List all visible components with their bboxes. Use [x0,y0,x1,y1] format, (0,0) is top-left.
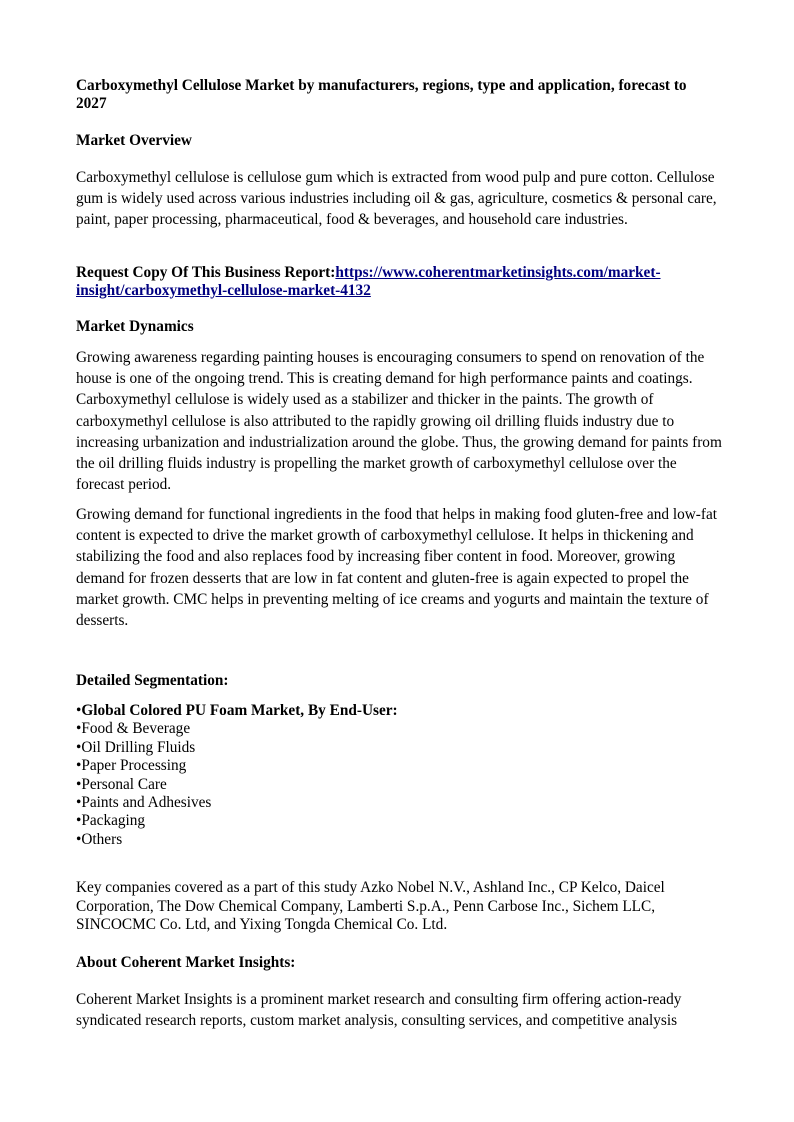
bullet: • [76,812,82,830]
request-copy-line [76,264,724,300]
list-item [76,794,724,812]
list-item [76,720,724,738]
market-overview-text: Carboxymethyl cellulose is cellulose gum which is extracted from wood pulp and pure cotton. Cellulose gum is widely used across various industries including oil & gas, agriculture, cosmetics & personal care, paint, paper processing, pharmaceutical, food & beverages, and household care industries. [76,169,717,229]
list-item-text: Paints and Adhesives [81,794,212,812]
segmentation-list [76,702,724,849]
list-item-text: Paper Processing [81,757,187,775]
list-item-text: Food & Beverage [81,720,191,738]
bullet: • [76,738,82,756]
document-title: Carboxymethyl Cellulose Market by manufacturers, regions, type and application, forecast to 2027 [76,77,687,112]
bullet: • [76,757,82,775]
detailed-segmentation-heading: Detailed Segmentation: [76,672,229,689]
bullet: • [76,794,82,812]
bullet: • [76,720,82,738]
list-item [76,831,724,849]
market-overview-heading: Market Overview [76,132,192,149]
list-item-text: Packaging [81,812,146,830]
report-link[interactable]: https://www.coherentmarketinsights.com/market-insight/carboxymethyl-cellulose-market-4132 [76,264,661,299]
request-copy-label: Request Copy Of This Business Report: [76,264,336,281]
segmentation-title-text: Global Colored PU Foam Market, By End-User: [81,702,398,719]
bullet: • [76,702,82,719]
list-item [76,812,724,830]
market-dynamics-paragraph-1: Growing awareness regarding painting houses is encouraging consumers to spend on renovation of the house is one of the ongoing trend. This is creating demand for high performance paints and coatings. Carboxymethyl cellulose is widely used as a stabilizer and thicker in the paints. The growth of carboxymethyl cellulose is also attributed to the rapidly growing oil drilling fluids industry due to increasing urbanization and industrialization around the globe. Thus, the growing demand for paints from the oil drilling fluids industry is propelling the market growth of carboxymethyl cellulose over the forecast period. [76,349,722,494]
segmentation-list-title [76,702,724,720]
market-dynamics-heading: Market Dynamics [76,318,194,335]
market-dynamics-paragraph-2: Growing demand for functional ingredients in the food that helps in making food gluten-free and low-fat content is expected to drive the market growth of carboxymethyl cellulose. It helps in thickening and stabilizing the food and also replaces food by increasing fiber content in food. Moreover, growing demand for frozen desserts that are low in fat content and gluten-free is again expected to propel the market growth. CMC helps in preventing melting of ice creams and yogurts and maintain the texture of desserts. [76,506,718,630]
list-item-text: Personal Care [81,775,167,793]
bullet: • [76,775,82,793]
key-companies-text: Key companies covered as a part of this study Azko Nobel N.V., Ashland Inc., CP Kelco, Daicel Corporation, The Dow Chemical Company, Lamberti S.p.A., Penn Carbose Inc., Sichem LLC, SINCOCMC Co. Ltd, and Yixing Tongda Chemical Co. Ltd. [76,879,665,934]
list-item [76,757,724,775]
list-item [76,739,724,757]
list-item-text: Oil Drilling Fluids [81,738,196,756]
about-text: Coherent Market Insights is a prominent market research and consulting firm offering action-ready syndicated research reports, custom market analysis, consulting services, and competitive analysis [76,991,682,1030]
list-item [76,776,724,794]
about-heading: About Coherent Market Insights: [76,954,296,971]
list-item-text: Others [81,830,123,848]
bullet: • [76,830,82,848]
